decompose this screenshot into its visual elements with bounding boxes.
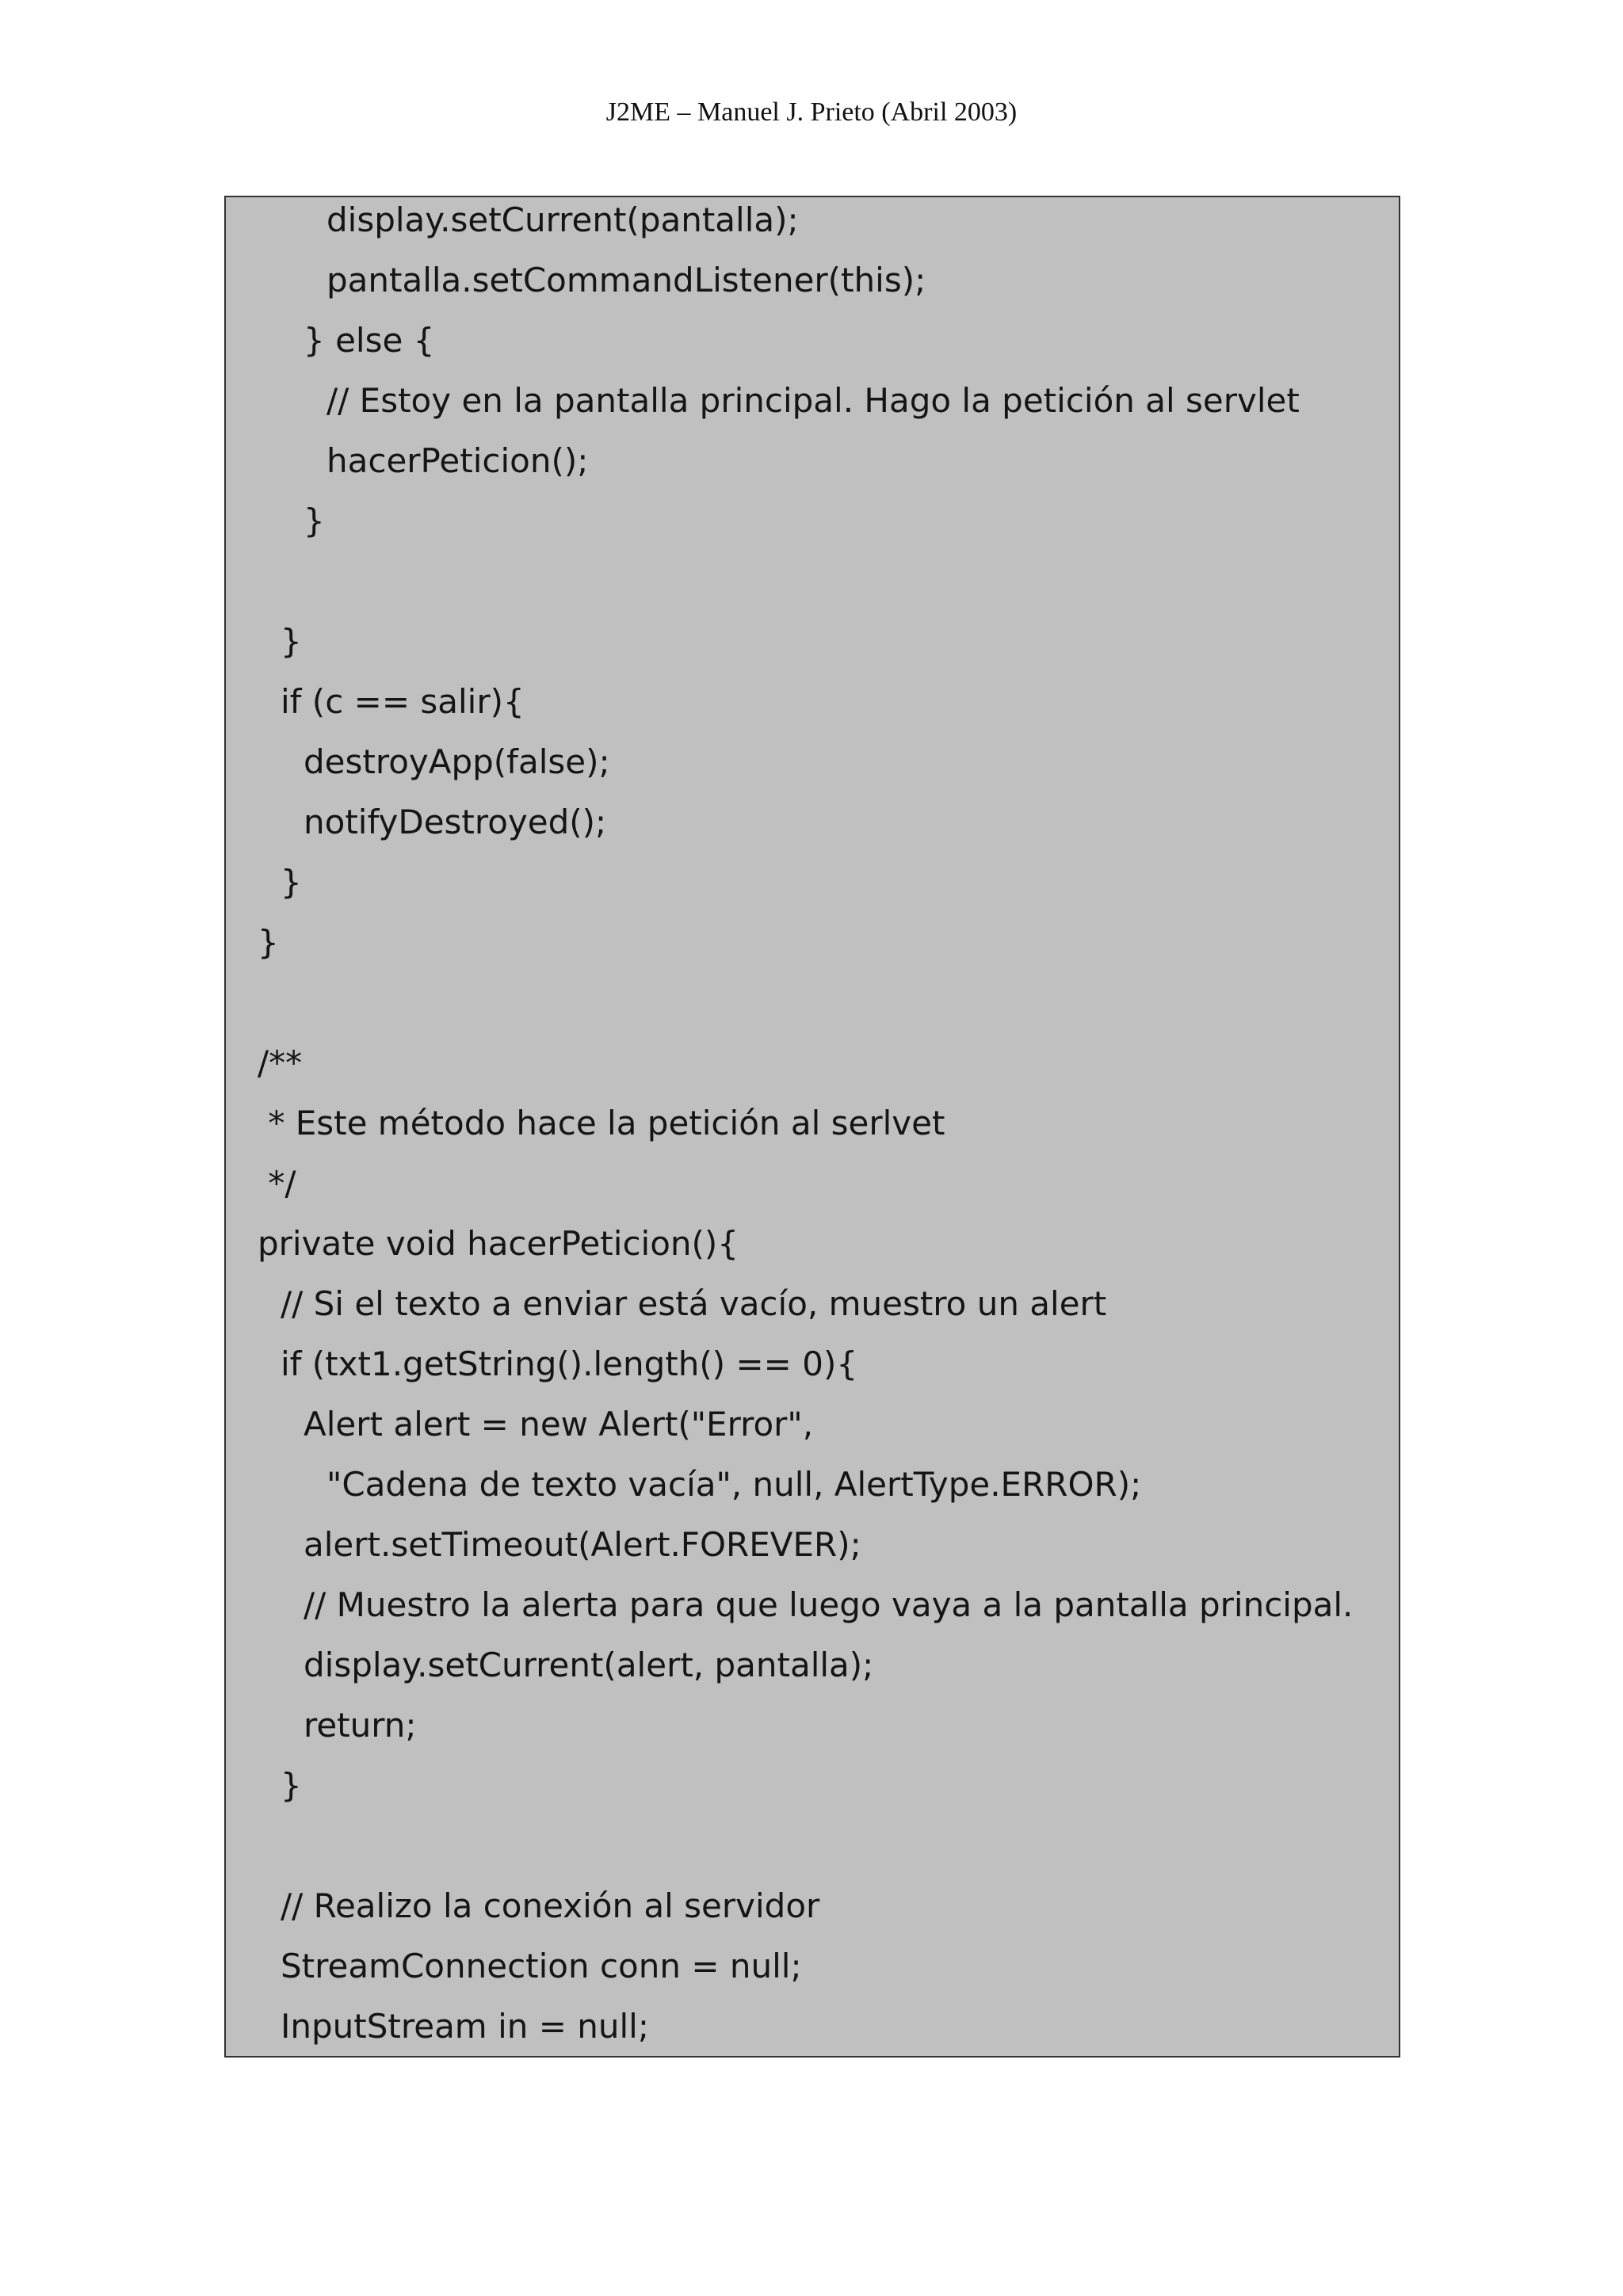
code-line: return; <box>304 1706 417 1745</box>
code-line: } <box>304 502 325 540</box>
code-line: notifyDestroyed(); <box>304 803 607 841</box>
code-line: "Cadena de texto vacía", null, AlertType.ERROR); <box>327 1465 1142 1504</box>
code-line: // Realizo la conexión al servidor <box>281 1886 820 1925</box>
code-line: // Estoy en la pantalla principal. Hago la petición al servlet <box>327 381 1300 420</box>
code-line: private void hacerPeticion(){ <box>258 1224 739 1263</box>
code-line: /** <box>258 1043 303 1082</box>
code-line: if (txt1.getString().length() == 0){ <box>281 1344 858 1383</box>
code-line: * Este método hace la petición al serlvet <box>258 1104 945 1142</box>
code-line: if (c == salir){ <box>281 682 525 721</box>
code-line: } <box>258 923 279 962</box>
code-line: Alert alert = new Alert("Error", <box>304 1405 814 1444</box>
code-line: pantalla.setCommandListener(this); <box>327 261 926 299</box>
code-line: } <box>281 622 302 661</box>
code-line: // Muestro la alerta para que luego vaya a la pantalla principal. <box>304 1585 1354 1624</box>
code-line: InputStream in = null; <box>281 2007 649 2046</box>
code-line: } <box>281 1766 302 1805</box>
code-line: } <box>281 863 302 902</box>
code-line: display.setCurrent(alert, pantalla); <box>304 1646 874 1684</box>
code-listing <box>224 196 1400 2058</box>
code-line: destroyApp(false); <box>304 742 610 781</box>
code-line: alert.setTimeout(Alert.FOREVER); <box>304 1525 861 1564</box>
code-line: hacerPeticion(); <box>327 441 589 480</box>
page-header: J2ME – Manuel J. Prieto (Abril 2003) <box>605 97 1018 127</box>
code-line: display.setCurrent(pantalla); <box>327 200 799 239</box>
code-line: StreamConnection conn = null; <box>281 1947 802 1985</box>
code-line: */ <box>258 1164 296 1203</box>
code-line: } else { <box>304 321 435 360</box>
code-line: // Si el texto a enviar está vacío, muestro un alert <box>281 1284 1107 1323</box>
